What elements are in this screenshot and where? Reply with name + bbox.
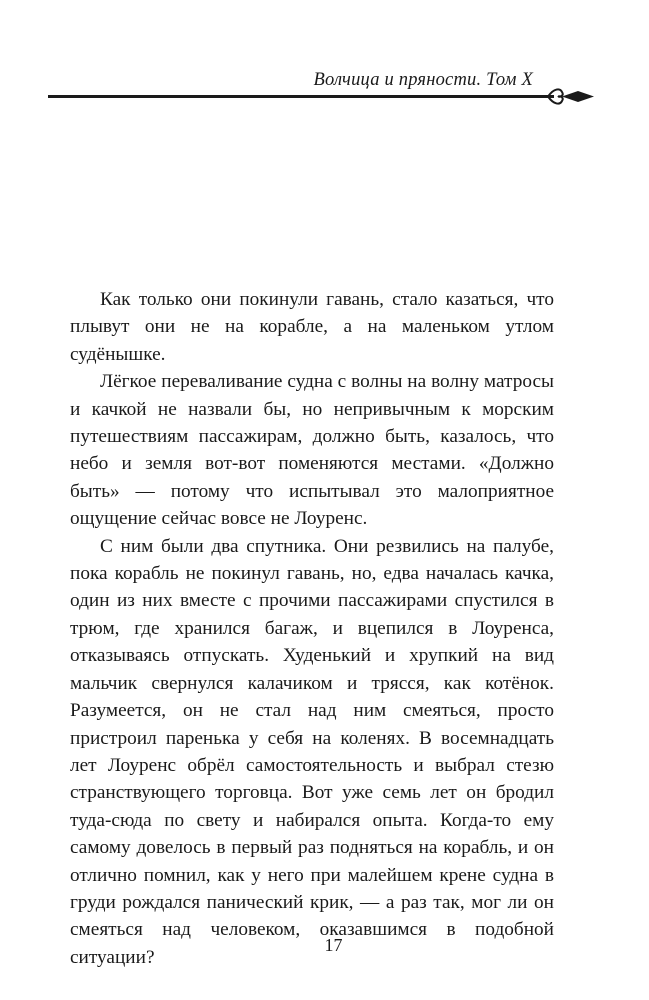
body-text: [70, 286, 554, 971]
paragraph-3: С ним были два спутника. Они резвились на палубе, пока корабль не покинул гавань, но, едва началась качка, один из них вместе с прочими пассажирами спустился в трюм, где хранился багаж, и вцепился в Лоуренса, отказываясь отпускать. Худенький и хрупкий на вид мальчик свернулся калачиком и трясся, как котёнок. Разумеется, он не стал над ним смеяться, просто пристроил паренька у себя на коленях. В восемнадцать лет Лоуренс обрёл самостоятельность и выбрал стезю странствующего торговца. Вот уже семь лет он бродил туда-сюда по свету и набирался опыта. Когда-то ему самому довелось в первый раз подняться на корабль, и он отлично помнил, как у него при малейшем крене судна в груди рождался панический крик, — а раз так, мог ли он смеяться над человеком, оказавшимся в подобной ситуации?: [70, 535, 554, 968]
page-number: 17: [324, 935, 343, 955]
header-rule-ornament: [48, 82, 594, 112]
running-header-title: Волчица и пряности. Том X: [313, 70, 533, 90]
paragraph-2: Лёгкое переваливание судна с волны на волну матросы и качкой не назвали бы, но непривычным к морским путешествиям пассажирам, должно быть, казалось, что небо и земля вот-вот поменяются местами. «Должно быть» — потому что испытывал это малоприятное ощущение сейчас вовсе не Лоуренс.: [70, 371, 554, 530]
paragraph-1: Как только они покинули гавань, стало казаться, что плывут они не на корабле, а на маленьком утлом судёнышке.: [70, 289, 554, 365]
header-rule-arrowhead: [562, 91, 594, 102]
header-rule-line: [48, 95, 554, 98]
